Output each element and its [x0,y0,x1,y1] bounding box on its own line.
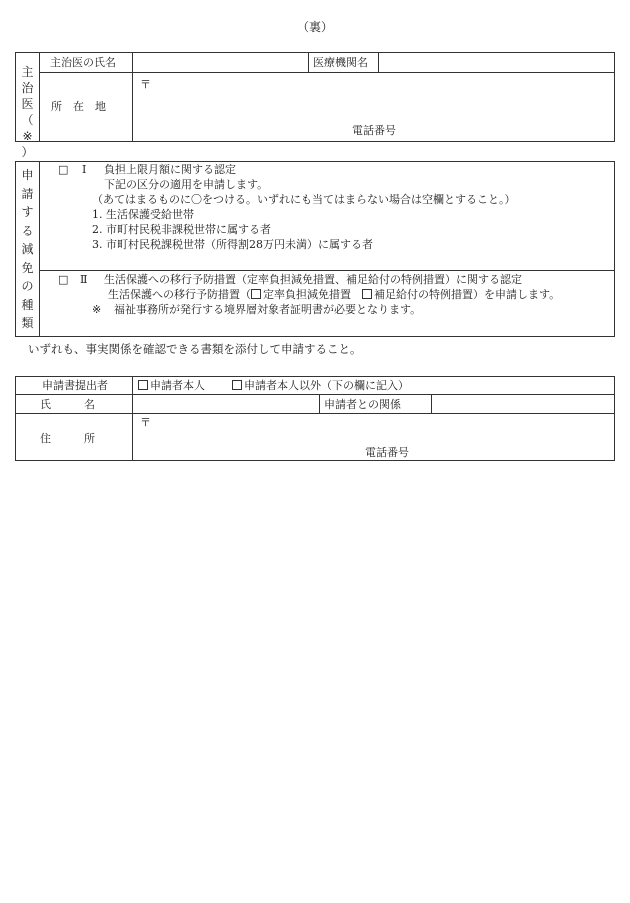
section2-numeral: Ⅱ [80,273,88,286]
section2-note: 福祉事務所が発行する境界層対象者証明書が必要となります。 [114,303,422,316]
note-mark: ※ [92,303,102,316]
relation-label: 申請者との関係 [324,398,401,411]
section2-checkbox[interactable]: □ [58,273,69,286]
section2-title: 生活保護への移行予防措置（定率負担減免措置、補足給付の特例措置）に関する認定 [104,273,522,286]
section1-line1: 下記の区分の適用を申請します。 [104,178,269,191]
doctor-name-label: 主治医の氏名 [50,56,116,69]
relation-field[interactable] [435,398,610,412]
reduction-side-label: 申 請 す る 減 免 の 種 類 [21,168,34,330]
section1-checkbox[interactable]: □ [58,163,69,176]
section1-item-2[interactable]: 2. 市町村民税非課税世帯に属する者 [92,223,271,236]
opt-self[interactable]: 申請者本人 [138,379,205,393]
submitter-phone-field[interactable] [418,446,608,460]
submitter-name-field[interactable] [136,398,314,412]
postal-mark: 〒 [140,78,151,91]
doctor-phone-field[interactable] [404,124,604,138]
opt-rate-reduction-checkbox[interactable] [251,289,261,299]
opt-self-checkbox[interactable] [138,380,148,390]
section1-title: 負担上限月額に関する認定 [104,163,236,176]
submitter-address-field[interactable] [154,416,604,444]
section1-item-1[interactable]: 1. 生活保護受給世帯 [92,208,194,221]
submitter-name-label: 氏 名 [40,398,95,411]
institution-label: 医療機関名 [313,56,368,69]
section2-line1: 生活保護への移行予防措置（ 定率負担減免措置 補足給付の特例措置）を申請します。 [108,288,561,301]
doctor-phone-label: 電話番号 [352,124,396,137]
opt-other[interactable]: 申請者本人以外（下の欄に記入） [232,379,409,393]
submitter-phone-label: 電話番号 [365,446,409,459]
section1-line2: （あてはまるものに〇をつける。いずれにも当てはまらない場合は空欄とすること。） [92,193,516,206]
submitter-postal-mark: 〒 [140,416,151,429]
doctor-address-field[interactable] [154,78,604,118]
doctor-address-label: 所 在 地 [51,100,106,113]
submitter-label: 申請書提出者 [42,379,108,392]
institution-field[interactable] [382,56,610,70]
opt-other-checkbox[interactable] [232,380,242,390]
attachment-note: いずれも、事実関係を確認できる書類を添付して申請すること。 [28,342,362,356]
doctor-side-label: 主 治 医 （ ※ ） [21,65,34,159]
opt-supplement-checkbox[interactable] [362,289,372,299]
submitter-address-label: 住 所 [40,432,95,445]
doctor-name-field[interactable] [136,56,304,70]
section1-item-3[interactable]: 3. 市町村民税課税世帯（所得割28万円未満）に属する者 [92,238,373,251]
section1-numeral: Ⅰ [82,163,87,176]
page-label: （裏） [296,20,333,34]
